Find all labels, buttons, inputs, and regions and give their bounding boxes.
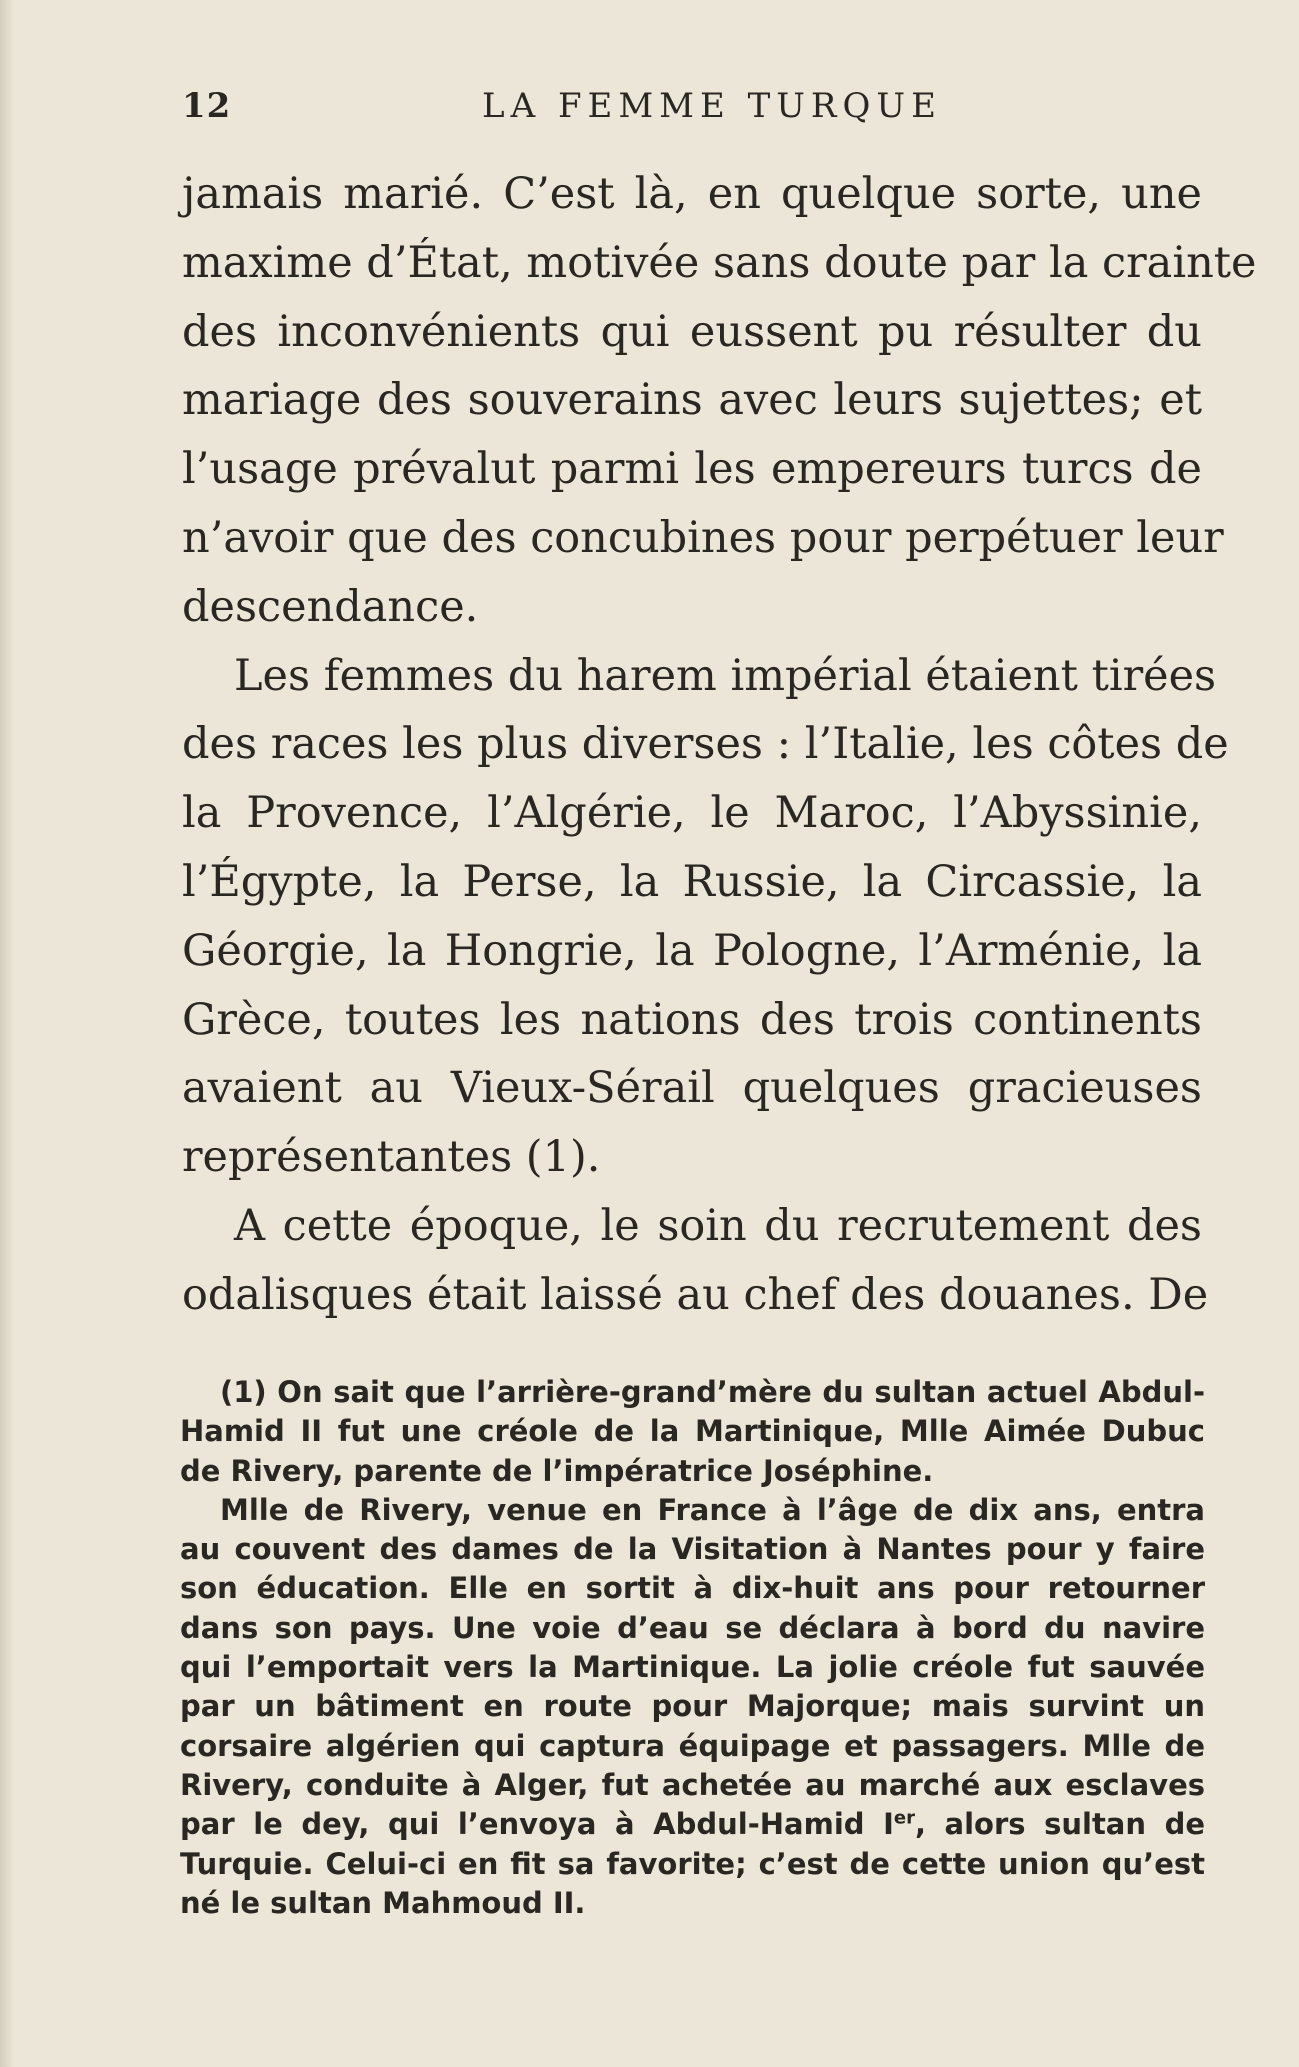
- footnote-line: Turquie. Celui-ci en fit sa favorite; c’est de cette union qu’est: [180, 1846, 1205, 1881]
- running-head: LA FEMME TURQUE: [482, 86, 942, 126]
- ordinal-superscript: er: [893, 1807, 915, 1829]
- page-header: [182, 86, 1202, 130]
- text-line: descendance.: [182, 581, 479, 632]
- text-line: des inconvénients qui eussent pu résulter du: [182, 306, 1202, 357]
- page-number: 12: [182, 86, 232, 126]
- footnote-line: qui l’emportait vers la Martinique. La jolie créole fut sauvée: [180, 1650, 1205, 1685]
- footnote-line: [180, 1805, 1205, 1844]
- footnote-line: Mlle de Rivery, venue en France à l’âge de dix ans, entra: [220, 1492, 1205, 1527]
- text-line: A cette époque, le soin du recrutement des: [234, 1200, 1202, 1251]
- text-line: l’Égypte, la Perse, la Russie, la Circassie, la: [182, 856, 1202, 907]
- text-line: l’usage prévalut parmi les empereurs turcs de: [182, 444, 1202, 495]
- footnote-line: corsaire algérien qui captura équipage et passagers. Mlle de: [180, 1728, 1205, 1763]
- text-line: n’avoir que des concubines pour perpétuer leur: [182, 512, 1224, 563]
- text-line: représentantes (1).: [182, 1132, 601, 1183]
- footnote-line: Hamid II fut une créole de la Martinique, Mlle Aimée Dubuc: [180, 1414, 1205, 1449]
- text-line: jamais marié. C’est là, en quelque sorte, une: [182, 169, 1202, 219]
- footnotes: [180, 1373, 1205, 1923]
- footnote-line-end: , alors sultan de: [914, 1807, 1206, 1842]
- text-line: avaient au Vieux-Sérail quelques gracieuses: [182, 1063, 1202, 1114]
- text-line: maxime d’État, motivée sans doute par la crainte: [182, 237, 1257, 288]
- footnote-line-start: par le dey, qui l’envoya à Abdul-Hamid I: [180, 1807, 894, 1842]
- text-line: Les femmes du harem impérial étaient tirées: [234, 650, 1217, 701]
- text-line: des races les plus diverses : l’Italie, les côtes de: [182, 719, 1229, 770]
- footnote-line: né le sultan Mahmoud II.: [180, 1885, 586, 1920]
- body-text: [182, 160, 1257, 1330]
- text-line: odalisques était laissé au chef des douanes. De: [182, 1269, 1209, 1320]
- footnote-line: son éducation. Elle en sortit à dix-huit ans pour retourner: [180, 1571, 1205, 1606]
- text-line: Grèce, toutes les nations des trois continents: [182, 994, 1202, 1045]
- footnote-line: au couvent des dames de la Visitation à Nantes pour y faire: [180, 1532, 1205, 1567]
- footnote-line: par un bâtiment en route pour Majorque; mais survint un: [180, 1689, 1205, 1724]
- footnote-line: Rivery, conduite à Alger, fut achetée au marché aux esclaves: [180, 1767, 1205, 1802]
- page-edge-shadow: [0, 0, 14, 2067]
- text-line: Géorgie, la Hongrie, la Pologne, l’Arménie, la: [182, 925, 1202, 976]
- footnote-line: de Rivery, parente de l’impératrice Joséphine.: [180, 1453, 934, 1488]
- text-line: la Provence, l’Algérie, le Maroc, l’Abyssinie,: [182, 788, 1202, 839]
- footnote-line: dans son pays. Une voie d’eau se déclara à bord du navire: [180, 1610, 1205, 1645]
- text-line: mariage des souverains avec leurs sujettes; et: [182, 375, 1202, 426]
- footnote-line: (1) On sait que l’arrière-grand’mère du sultan actuel Abdul-: [220, 1375, 1205, 1409]
